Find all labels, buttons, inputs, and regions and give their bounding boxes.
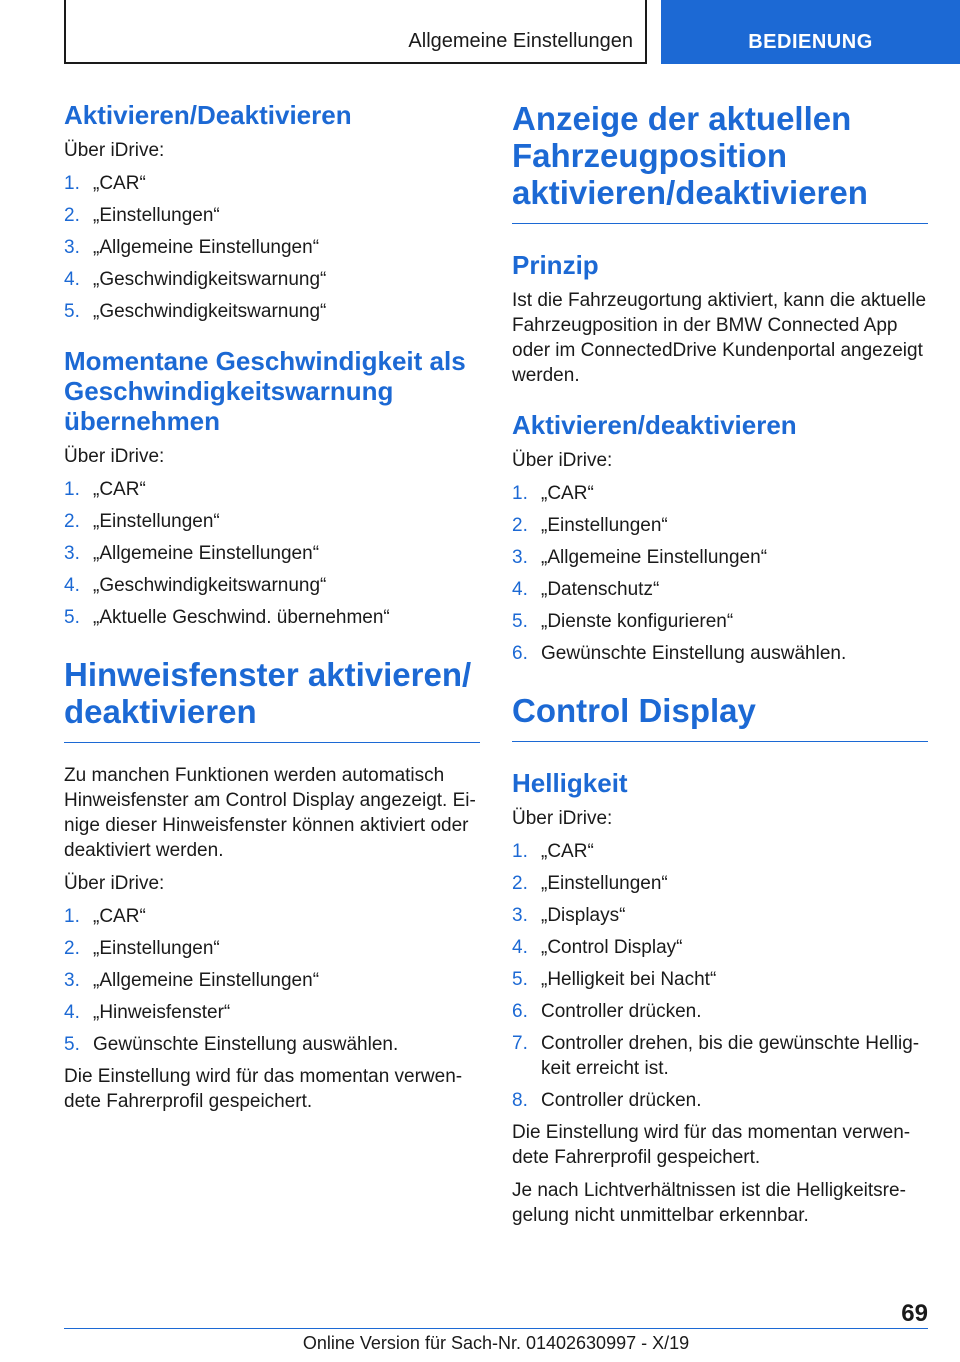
intro-text: Über iDrive: — [512, 450, 613, 471]
step-text: „Allgemeine Einstellungen“ — [93, 237, 320, 258]
section-momentane-geschwindigkeit — [64, 346, 480, 630]
list-item — [64, 477, 480, 502]
step-list — [64, 171, 480, 324]
section-heading: Momentane Geschwindigkeit als Geschwindigkeitswarnung übernehmen — [64, 346, 466, 436]
step-number: 2. — [64, 511, 80, 532]
step-text: „Geschwindigkeitswarnung“ — [93, 301, 327, 322]
step-number: 3. — [512, 905, 528, 926]
step-text: „Datenschutz“ — [541, 579, 660, 600]
list-item — [512, 935, 928, 960]
intro-text: Über iDrive: — [512, 808, 613, 829]
step-list — [64, 904, 480, 1057]
step-number: 5. — [64, 607, 80, 628]
footer-divider — [64, 1328, 928, 1329]
paragraph: Ist die Fahrzeugortung aktiviert, kann die aktuelle Fahrzeugposition in der BMW Connected App oder im ConnectedDrive Kundenportal angezeigt werden. — [512, 290, 927, 386]
list-item — [512, 481, 928, 506]
step-number: 6. — [512, 1001, 528, 1022]
step-text: „Geschwindigkeitswarnung“ — [93, 269, 327, 290]
step-text: „CAR“ — [93, 479, 146, 500]
chapter-heading: Hinweisfenster aktivieren/ deaktivieren — [64, 656, 480, 743]
step-text: „Einstellungen“ — [541, 873, 668, 894]
list-item — [64, 968, 480, 993]
list-item — [512, 999, 928, 1024]
step-text: „CAR“ — [541, 841, 594, 862]
list-item — [64, 605, 480, 630]
list-item — [64, 509, 480, 534]
list-item — [512, 1088, 928, 1113]
chapter-heading: Control Display — [512, 692, 928, 742]
intro-text: Über iDrive: — [64, 446, 165, 467]
paragraph: Die Einstellung wird für das momentan verwendete Fahrerprofil gespeichert. — [512, 1122, 911, 1168]
paragraph: Die Einstellung wird für das momentan verwendete Fahrerprofil gespeichert. — [64, 1066, 463, 1112]
step-text: „Dienste konfigurieren“ — [541, 611, 734, 632]
intro-text: Über iDrive: — [64, 873, 165, 894]
list-item — [64, 171, 480, 196]
step-text: „Allgemeine Einstellungen“ — [93, 543, 320, 564]
step-text: „Helligkeit bei Nacht“ — [541, 969, 717, 990]
step-text: „Allgemeine Einstellungen“ — [541, 547, 768, 568]
header-chapter-tab: BEDIENUNG — [661, 0, 960, 64]
list-item — [512, 609, 928, 634]
section-aktivieren-deaktivieren — [64, 100, 480, 324]
section-heading: Prinzip — [512, 250, 599, 280]
step-text: Gewünschte Einstellung auswählen. — [541, 643, 847, 664]
step-text: „Einstellungen“ — [93, 938, 220, 959]
list-item — [64, 203, 480, 228]
step-number: 2. — [64, 205, 80, 226]
section-helligkeit — [512, 768, 928, 1228]
list-item — [512, 577, 928, 602]
section-aktivieren-deaktivieren-position — [512, 410, 928, 666]
list-item — [64, 936, 480, 961]
step-number: 5. — [64, 1034, 80, 1055]
list-item — [64, 267, 480, 292]
step-number: 4. — [512, 937, 528, 958]
right-column — [512, 100, 928, 1236]
step-number: 1. — [512, 483, 528, 504]
page-number: 69 — [901, 1300, 928, 1327]
step-number: 1. — [64, 906, 80, 927]
step-number: 6. — [512, 643, 528, 664]
step-text: „CAR“ — [93, 173, 146, 194]
step-number: 7. — [512, 1033, 528, 1054]
section-prinzip — [512, 250, 928, 388]
list-item — [512, 513, 928, 538]
section-control-display — [512, 692, 928, 742]
step-number: 3. — [64, 543, 80, 564]
step-number: 2. — [512, 515, 528, 536]
step-list — [512, 839, 928, 1113]
list-item — [512, 839, 928, 864]
step-number: 5. — [512, 969, 528, 990]
list-item — [64, 235, 480, 260]
list-item — [512, 903, 928, 928]
step-number: 4. — [64, 575, 80, 596]
left-column — [64, 100, 480, 1122]
step-text: „CAR“ — [93, 906, 146, 927]
step-text: Controller drücken. — [541, 1001, 702, 1022]
step-number: 3. — [64, 237, 80, 258]
step-number: 4. — [64, 1002, 80, 1023]
section-heading: Aktivieren/deaktivieren — [512, 410, 797, 440]
footer-version-text: Online Version für Sach-Nr. 01402630997 - X/19 — [302, 1333, 690, 1353]
paragraph: Je nach Lichtverhältnissen ist die Helligkeitsregelung nicht unmittelbar erkennbar. — [512, 1180, 906, 1226]
step-text: Controller drehen, bis die gewünschte Helligkeit erreicht ist. — [541, 1033, 920, 1079]
list-item — [512, 545, 928, 570]
section-fahrzeugposition — [512, 100, 928, 224]
step-text: „Displays“ — [541, 905, 626, 926]
step-number: 2. — [64, 938, 80, 959]
list-item — [512, 871, 928, 896]
list-item — [512, 641, 928, 666]
step-number: 3. — [512, 547, 528, 568]
list-item — [64, 1032, 480, 1057]
list-item — [512, 967, 928, 992]
list-item — [64, 299, 480, 324]
step-text: „Aktuelle Geschwind. übernehmen“ — [93, 607, 390, 628]
section-hinweisfenster — [64, 656, 480, 1114]
step-text: „Geschwindigkeitswarnung“ — [93, 575, 327, 596]
step-number: 1. — [64, 173, 80, 194]
step-number: 8. — [512, 1090, 528, 1111]
step-text: „Einstellungen“ — [541, 515, 668, 536]
step-number: 3. — [64, 970, 80, 991]
header-section-title: Allgemeine Einstellungen — [408, 30, 633, 52]
step-number: 1. — [512, 841, 528, 862]
step-text: Gewünschte Einstellung auswählen. — [93, 1034, 399, 1055]
step-number: 4. — [64, 269, 80, 290]
step-text: „Control Display“ — [541, 937, 683, 958]
paragraph: Zu manchen Funktionen werden automatisch Hinweisfenster am Control Display angezeigt. Einige dieser Hinweisfenster können aktiviert oder deaktiviert werden. — [64, 765, 476, 861]
section-heading: Helligkeit — [512, 768, 628, 798]
step-text: „Hinweisfenster“ — [93, 1002, 231, 1023]
step-text: „Allgemeine Einstellungen“ — [93, 970, 320, 991]
list-item — [64, 1000, 480, 1025]
step-text: „Einstellungen“ — [93, 205, 220, 226]
step-number: 1. — [64, 479, 80, 500]
step-list — [64, 477, 480, 630]
list-item — [64, 904, 480, 929]
list-item — [64, 541, 480, 566]
step-text: „CAR“ — [541, 483, 594, 504]
chapter-heading: Anzeige der aktuellen Fahrzeugposition aktivieren/deaktivieren — [512, 100, 928, 224]
step-number: 2. — [512, 873, 528, 894]
list-item — [64, 573, 480, 598]
step-number: 4. — [512, 579, 528, 600]
list-item — [512, 1031, 928, 1081]
step-text: Controller drücken. — [541, 1090, 702, 1111]
step-list — [512, 481, 928, 666]
header-box — [64, 0, 647, 64]
intro-text: Über iDrive: — [64, 140, 165, 161]
step-number: 5. — [512, 611, 528, 632]
step-text: „Einstellungen“ — [93, 511, 220, 532]
step-number: 5. — [64, 301, 80, 322]
section-heading: Aktivieren/Deaktivieren — [64, 100, 352, 130]
